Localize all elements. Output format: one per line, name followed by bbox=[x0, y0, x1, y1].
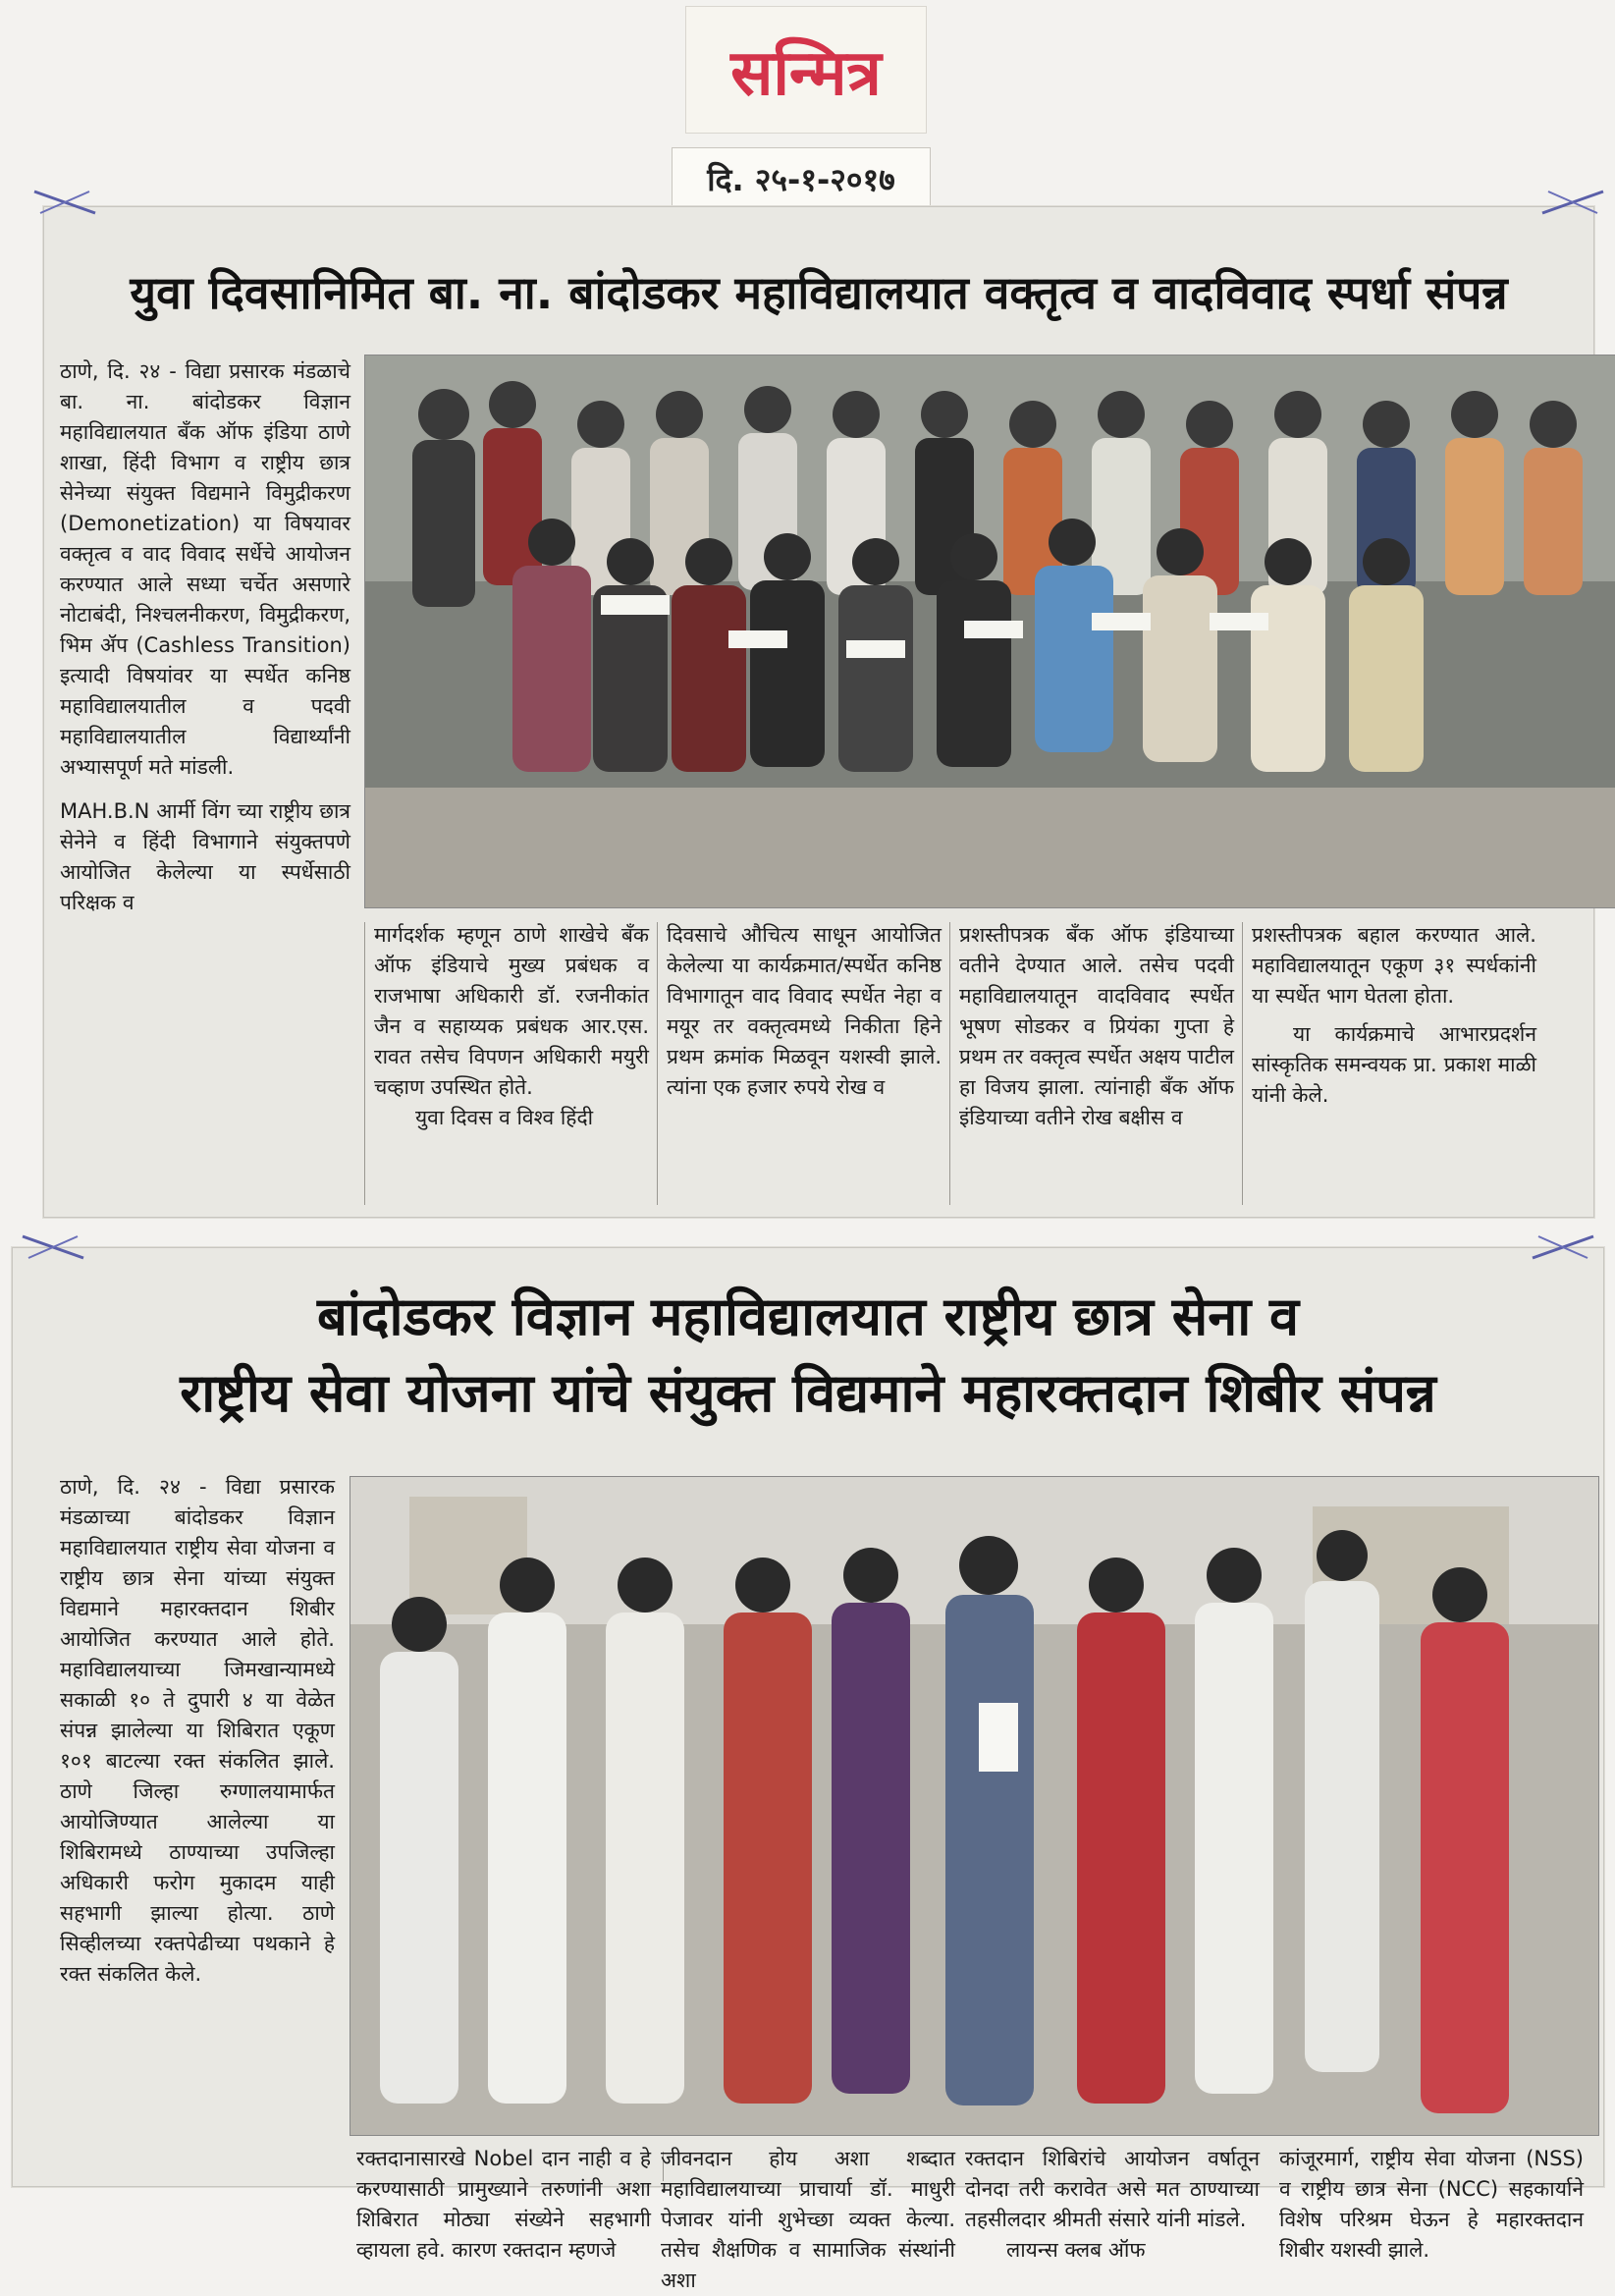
article-clipping-2 bbox=[12, 1247, 1604, 2292]
article-1-column-2-text-b: युवा दिवस व विश्व हिंदी bbox=[415, 1106, 594, 1129]
newspaper-masthead: सन्मित्र bbox=[685, 6, 927, 134]
article-2-column-3 bbox=[661, 2144, 955, 2296]
pin-mark-icon bbox=[19, 1232, 87, 1262]
pin-mark-icon bbox=[1529, 1232, 1597, 1262]
article-2-column-1 bbox=[60, 1472, 335, 1990]
article-2-headline-line-1: बांदोडकर विज्ञान महाविद्यालयात राष्ट्रीय छात्र सेना व bbox=[316, 1285, 1300, 1347]
article-1-column-5-text: प्रशस्तीपत्रक बहाल करण्यात आले. महाविद्यालयातून एकूण ३१ स्पर्धकांनी या स्पर्धेत भाग घेतला होता. bbox=[1252, 923, 1536, 1008]
article-2-column-5 bbox=[1279, 2144, 1584, 2266]
pin-mark-icon bbox=[30, 188, 99, 217]
article-1-lead-continued: MAH.B.N आर्मी विंग च्या राष्ट्रीय छात्र सेनेने व हिंदी विभागाने संयुक्तपणे आयोजित केलेल्या या स्पर्धेसाठी परिक्षक व bbox=[60, 799, 350, 914]
article-1-column-5 bbox=[1252, 920, 1536, 1111]
article-1-headline: युवा दिवसानिमित बा. ना. बांदोडकर महाविद्यालयात वक्तृत्व व वादविवाद स्पर्धा संपन्न bbox=[130, 266, 1508, 319]
article-2-column-2 bbox=[356, 2144, 651, 2266]
article-1-column-4-text: प्रशस्तीपत्रक बँक ऑफ इंडियाच्या वतीने देण्यात आले. तसेच पदवी महाविद्यालयातून वादविवाद स्पर्धेत भूषण सोडकर व प्रियंका गुप्ता हे प्रथम तर वक्तृत्व स्पर्धेत अक्षय पाटील हा विजय झाला. त्यांनाही बँक ऑफ इंडियाच्या वतीने रोख बक्षीस व bbox=[959, 923, 1234, 1129]
article-1-column-5-text-b: या कार्यक्रमाचे आभारप्रदर्शन सांस्कृतिक समन्वयक प्रा. प्रकाश माळी यांनी केले. bbox=[1252, 1022, 1536, 1107]
article-2-column-5-text: कांजूरमार्ग, राष्ट्रीय सेवा योजना (NSS) व राष्ट्रीय छात्र सेना (NCC) सहकार्याने विशेष परिश्रम घेऊन हे महारक्तदान शिबीर यशस्वी झाले. bbox=[1279, 2147, 1584, 2262]
article-2-column-3-text: जीवनदान होय अशा शब्दात महाविद्यालयाच्या प्राचार्या डॉ. माधुरी पेजावर यांनी शुभेच्छा व्यक्त केल्या. तसेच शैक्षणिक व सामाजिक संस्थांनी अशा bbox=[661, 2147, 955, 2292]
article-1-column-4 bbox=[959, 920, 1234, 1133]
article-1-column-3 bbox=[667, 920, 942, 1103]
article-1-column-1 bbox=[60, 356, 350, 918]
article-2-column-4 bbox=[965, 2144, 1260, 2266]
article-2-lead: ठाणे, दि. २४ - विद्या प्रसारक मंडळाच्या बांदोडकर विज्ञान महाविद्यालयात राष्ट्रीय सेवा योजना व राष्ट्रीय छात्र सेना यांच्या संयुक्त विद्यमाने महारक्तदान शिबीर आयोजित करण्यात आले होते. महाविद्यालयाच्या जिमखान्यामध्ये सकाळी १० ते दुपारी ४ या वेळेत संपन्न झालेल्या या शिबिरात एकूण १०१ बाटल्या रक्त संकलित झाले. ठाणे जिल्हा रुग्णालयामार्फत आयोजिण्यात आलेल्या या शिबिरामध्ये ठाण्याच्या उपजिल्हा अधिकारी फरोग मुकादम याही सहभागी झाल्या होत्या. ठाणे सिव्हीलच्या रक्तपेढीच्या पथकाने हे रक्त संकलित केले. bbox=[60, 1475, 335, 1986]
date-line: दि. २५-१-२०१७ bbox=[672, 147, 931, 210]
article-1-column-2-text: मार्गदर्शक म्हणून ठाणे शाखेचे बँक ऑफ इंडियाचे मुख्य प्रबंधक व राजभाषा अधिकारी डॉ. रजनीकांत जैन व सहाय्यक प्रबंधक आर.एस. रावत तसेच विपणन अधिकारी मयुरी चव्हाण उपस्थित होते. bbox=[374, 923, 649, 1099]
article-clipping-1 bbox=[43, 206, 1594, 1218]
article-2-headline-line-2: राष्ट्रीय सेवा योजना यांचे संयुक्त विद्यमाने महारक्तदान शिबीर संपन्न bbox=[180, 1362, 1436, 1424]
article-1-lead: ठाणे, दि. २४ - विद्या प्रसारक मंडळाचे बा. ना. बांदोडकर विज्ञान महाविद्यालयात बँक ऑफ इंडिया ठाणे शाखा, हिंदी विभाग व राष्ट्रीय छात्र सेनेच्या संयुक्त विद्यमाने विमुद्रीकरण (Demonetization) या विषयावर वक्तृत्व व वाद विवाद सर्धेचे आयोजन करण्यात आले सध्या चर्चेत असणारे नोटाबंदी, निश्चलनीकरण, विमुद्रीकरण, भिम ॲप (Cashless Transition) इत्यादी विषयांवर या स्पर्धेत कनिष्ठ महाविद्यालयातील व पदवी महाविद्यालयातील विद्यार्थ्यांनी अभ्यासपूर्ण मते मांडली. bbox=[60, 359, 350, 779]
article-2-column-2-text: रक्तदानासारखे Nobel दान नाही व हे करण्यासाठी प्रामुख्याने तरुणांनी अशा शिबिरात मोठ्या संख्येने सहभागी व्हायला हवे. कारण रक्तदान म्हणजे bbox=[356, 2147, 651, 2262]
article-1-group-photo bbox=[364, 355, 1615, 908]
article-1-column-3-text: दिवसाचे औचित्य साधून आयोजित केलेल्या या कार्यक्रमात/स्पर्धेत कनिष्ठ विभागातून वाद विवाद स्पर्धेत नेहा व मयूर तर वक्तृत्वमध्ये निकीता हिने प्रथम क्रमांक मिळवून यशस्वी झाले. त्यांना एक हजार रुपये रोख व bbox=[667, 923, 942, 1099]
article-2-column-4-text-b: लायन्स क्लब ऑफ bbox=[1006, 2238, 1146, 2262]
article-2-column-4-text: रक्तदान शिबिरांचे आयोजन वर्षातून दोनदा तरी करावेत असे मत ठाण्याच्या तहसीलदार श्रीमती संसारे यांनी मांडले. bbox=[965, 2147, 1260, 2231]
article-2-group-photo bbox=[350, 1476, 1599, 2136]
pin-mark-icon bbox=[1538, 188, 1607, 217]
article-1-column-2 bbox=[374, 920, 649, 1133]
